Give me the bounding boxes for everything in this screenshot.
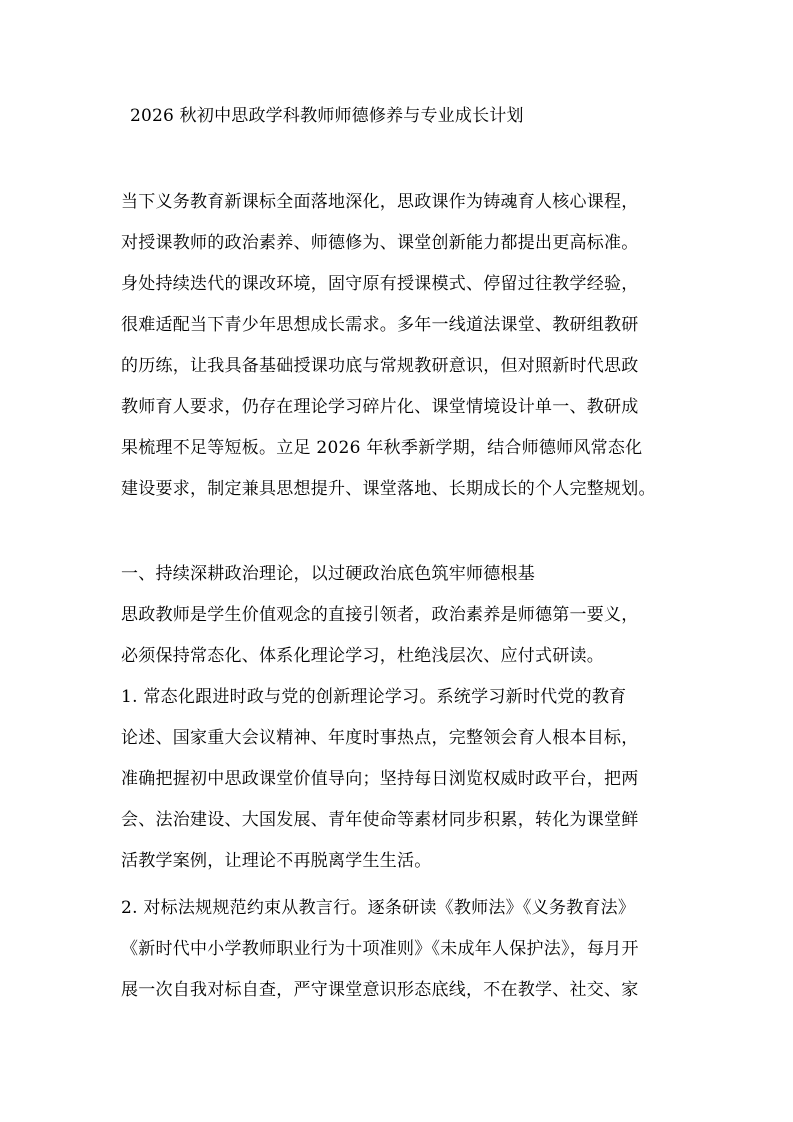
section1-line-6: 会、法治建设、大国发展、青年使命等素材同步积累，转化为课堂鲜 (121, 810, 639, 830)
section1-line-10: 展一次自我对标自查，严守课堂意识形态底线，不在教学、社交、家 (121, 980, 639, 1000)
intro-line-8: 建设要求，制定兼具思想提升、课堂落地、长期成长的个人完整规划。 (121, 479, 656, 499)
intro-line-7: 果梳理不足等短板。立足 2026 年秋季新学期，结合师德师风常态化 (121, 438, 643, 458)
section1-heading: 一、持续深耕政治理论，以过硬政治底色筑牢师德根基 (121, 564, 535, 584)
section1-line-7: 活教学案例，让理论不再脱离学生生活。 (121, 851, 432, 871)
intro-line-5: 的历练，让我具备基础授课功底与常规教研意识，但对照新时代思政 (121, 356, 639, 376)
section1-line-8: 2. 对标法规规范约束从教言行。逐条研读《教师法》《义务教育法》 (121, 898, 636, 918)
intro-line-2: 对授课教师的政治素养、师德修为、课堂创新能力都提出更高标准。 (121, 233, 639, 253)
section1-line-3: 1. 常态化跟进时政与党的创新理论学习。系统学习新时代党的教育 (121, 687, 627, 707)
section1-line-2: 必须保持常态化、体系化理论学习，杜绝浅层次、应付式研读。 (121, 646, 604, 666)
intro-line-3: 身处持续迭代的课改环境，固守原有授课模式、停留过往教学经验， (121, 274, 639, 294)
document-title: 2026 秋初中思政学科教师师德修养与专业成长计划 (130, 106, 524, 126)
section1-line-1: 思政教师是学生价值观念的直接引领者，政治素养是师德第一要义， (121, 605, 639, 625)
intro-line-6: 教师育人要求，仍存在理论学习碎片化、课堂情境设计单一、教研成 (121, 397, 639, 417)
intro-line-1: 当下义务教育新课标全面落地深化，思政课作为铸魂育人核心课程， (121, 192, 639, 212)
section1-line-5: 准确把握初中思政课堂价值导向；坚持每日浏览权威时政平台，把两 (121, 769, 639, 789)
intro-line-4: 很难适配当下青少年思想成长需求。多年一线道法课堂、教研组教研 (121, 315, 639, 335)
section1-line-9: 《新时代中小学教师职业行为十项准则》《未成年人保护法》，每月开 (121, 939, 639, 959)
section1-line-4: 论述、国家重大会议精神、年度时事热点，完整领会育人根本目标， (121, 728, 639, 748)
